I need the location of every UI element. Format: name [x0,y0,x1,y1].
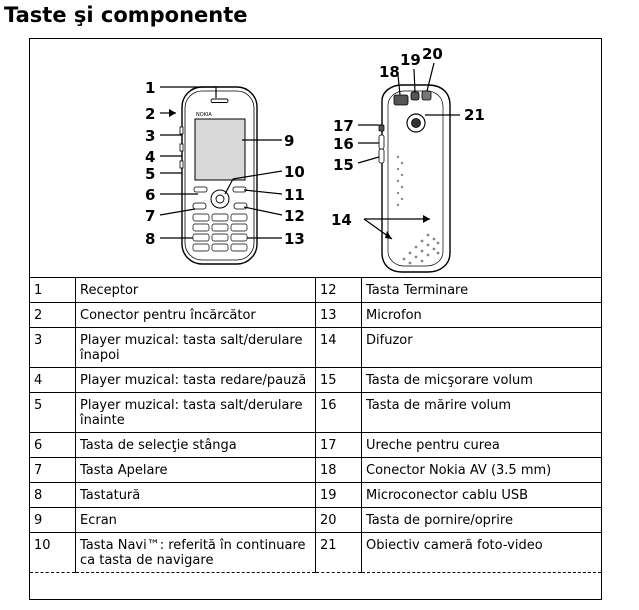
components-frame [29,38,602,600]
component-number: 8 [30,483,76,508]
callout-2: 2 [145,105,156,123]
component-description: Player muzical: tasta salt/derulare înainte [76,393,316,433]
component-description: Tasta Apelare [76,458,316,483]
phone-back-view [379,85,450,272]
component-number: 15 [316,368,362,393]
component-description: Receptor [76,278,316,303]
component-number: 12 [316,278,362,303]
component-number: 16 [316,393,362,433]
table-row [30,303,601,328]
table-row [30,328,601,368]
callout-20: 20 [422,45,443,63]
component-description: Microfon [362,303,602,328]
component-number: 7 [30,458,76,483]
table-row [30,483,601,508]
callout-9: 9 [284,132,295,150]
component-description: Ureche pentru curea [362,433,602,458]
component-description: Tasta de selecţie stânga [76,433,316,458]
callout-5: 5 [145,165,156,183]
table-row [30,533,601,573]
callout-4: 4 [145,148,156,166]
table-row [30,393,601,433]
page-title: Taste şi componente [4,3,248,27]
component-description: Tastatură [76,483,316,508]
callout-8: 8 [145,230,156,248]
component-description: Tasta Navi™: referită în continuare ca tasta de navigare [76,533,316,573]
callout-18: 18 [379,63,400,81]
component-description: Player muzical: tasta redare/pauză [76,368,316,393]
callout-15: 15 [333,156,354,174]
brand-label: NOKIA [196,112,212,118]
table-row [30,368,601,393]
phone-illustration [30,39,601,277]
component-description: Tasta de pornire/oprire [362,508,602,533]
callout-6: 6 [145,186,156,204]
component-description: Ecran [76,508,316,533]
callout-17: 17 [333,117,354,135]
component-description: Difuzor [362,328,602,368]
callout-10: 10 [284,163,305,181]
component-number: 6 [30,433,76,458]
components-table [30,277,601,573]
component-number: 9 [30,508,76,533]
component-number: 14 [316,328,362,368]
component-number: 10 [30,533,76,573]
component-description: Tasta de mărire volum [362,393,602,433]
callout-12: 12 [284,207,305,225]
component-description: Conector Nokia AV (3.5 mm) [362,458,602,483]
component-number: 5 [30,393,76,433]
callout-14: 14 [331,211,352,229]
component-number: 19 [316,483,362,508]
component-description: Tasta Terminare [362,278,602,303]
component-number: 13 [316,303,362,328]
callout-13: 13 [284,230,305,248]
component-description: Tasta de micşorare volum [362,368,602,393]
component-description: Conector pentru încărcător [76,303,316,328]
table-row [30,508,601,533]
callout-7: 7 [145,207,156,225]
component-number: 4 [30,368,76,393]
callout-11: 11 [284,186,305,204]
component-number: 18 [316,458,362,483]
callout-19: 19 [400,51,421,69]
component-number: 2 [30,303,76,328]
table-row [30,278,601,303]
component-number: 21 [316,533,362,573]
callout-21: 21 [464,106,485,124]
callout-3: 3 [145,127,156,145]
callout-16: 16 [333,135,354,153]
component-description: Player muzical: tasta salt/derulare înapoi [76,328,316,368]
component-number: 20 [316,508,362,533]
component-number: 3 [30,328,76,368]
component-description: Microconector cablu USB [362,483,602,508]
table-row [30,433,601,458]
callout-1: 1 [145,79,156,97]
component-description: Obiectiv cameră foto-video [362,533,602,573]
component-number: 1 [30,278,76,303]
table-row [30,458,601,483]
component-number: 17 [316,433,362,458]
